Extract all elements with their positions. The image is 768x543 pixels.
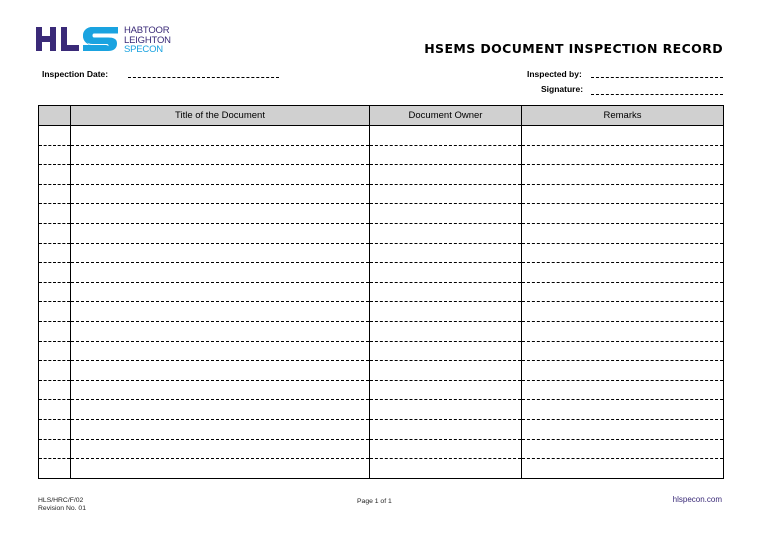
signature-label: Signature:: [541, 84, 584, 94]
owner-cell[interactable]: [370, 223, 522, 243]
website-text: hlspecon.com: [672, 495, 722, 504]
title-cell[interactable]: [71, 184, 370, 204]
owner-cell[interactable]: [370, 263, 522, 283]
remarks-cell[interactable]: [522, 263, 724, 283]
remarks-cell[interactable]: [522, 126, 724, 146]
number-cell[interactable]: [39, 263, 71, 283]
table-row: [39, 223, 724, 243]
page-number: Page 1 of 1: [357, 498, 392, 505]
table-row: [39, 321, 724, 341]
number-cell[interactable]: [39, 419, 71, 439]
inspected-by-field[interactable]: [591, 77, 723, 78]
title-cell[interactable]: [71, 459, 370, 479]
remarks-cell[interactable]: [522, 165, 724, 185]
title-cell[interactable]: [71, 400, 370, 420]
footer-form-info: [38, 497, 86, 513]
title-cell[interactable]: [71, 204, 370, 224]
number-cell[interactable]: [39, 341, 71, 361]
remarks-cell[interactable]: [522, 361, 724, 381]
logo-line-3: SPECON: [124, 44, 163, 55]
table-row: [39, 263, 724, 283]
remarks-cell[interactable]: [522, 204, 724, 224]
logo-line-1: HABTOOR: [124, 25, 170, 36]
table-row: [39, 282, 724, 302]
owner-cell[interactable]: [370, 419, 522, 439]
number-cell[interactable]: [39, 165, 71, 185]
table-row: [39, 204, 724, 224]
remarks-cell[interactable]: [522, 282, 724, 302]
number-cell[interactable]: [39, 302, 71, 322]
remarks-cell[interactable]: [522, 223, 724, 243]
number-cell[interactable]: [39, 243, 71, 263]
remarks-cell[interactable]: [522, 341, 724, 361]
number-cell[interactable]: [39, 321, 71, 341]
owner-cell[interactable]: [370, 459, 522, 479]
owner-cell[interactable]: [370, 165, 522, 185]
table-row: [39, 243, 724, 263]
title-cell[interactable]: [71, 165, 370, 185]
number-cell[interactable]: [39, 380, 71, 400]
document-title: HSEMS DOCUMENT INSPECTION RECORD: [424, 41, 723, 56]
title-cell[interactable]: [71, 341, 370, 361]
title-cell[interactable]: [71, 380, 370, 400]
owner-cell[interactable]: [370, 126, 522, 146]
form-code: HLS/HRC/F/02: [38, 497, 84, 504]
owner-cell[interactable]: [370, 145, 522, 165]
remarks-cell[interactable]: [522, 321, 724, 341]
owner-cell[interactable]: [370, 341, 522, 361]
remarks-cell[interactable]: [522, 400, 724, 420]
owner-cell[interactable]: [370, 321, 522, 341]
title-cell[interactable]: [71, 263, 370, 283]
title-cell[interactable]: [71, 282, 370, 302]
inspected-by-label: Inspected by:: [527, 69, 582, 79]
inspection-date-label: Inspection Date:: [42, 69, 109, 79]
table-row: [39, 126, 724, 146]
column-header-title: Title of the Document: [71, 106, 370, 126]
column-header-remarks: Remarks: [522, 106, 724, 126]
title-cell[interactable]: [71, 126, 370, 146]
remarks-cell[interactable]: [522, 243, 724, 263]
number-cell[interactable]: [39, 223, 71, 243]
table-row: [39, 165, 724, 185]
remarks-cell[interactable]: [522, 380, 724, 400]
number-cell[interactable]: [39, 184, 71, 204]
table-row: [39, 361, 724, 381]
number-cell[interactable]: [39, 400, 71, 420]
table-body: [39, 126, 724, 479]
owner-cell[interactable]: [370, 361, 522, 381]
title-cell[interactable]: [71, 243, 370, 263]
table-row: [39, 145, 724, 165]
number-cell[interactable]: [39, 126, 71, 146]
table-row: [39, 400, 724, 420]
remarks-cell[interactable]: [522, 459, 724, 479]
owner-cell[interactable]: [370, 184, 522, 204]
table-row: [39, 459, 724, 479]
column-header-owner: Document Owner: [370, 106, 522, 126]
logo-line-2: LEIGHTON: [124, 34, 171, 46]
owner-cell[interactable]: [370, 439, 522, 459]
title-cell[interactable]: [71, 302, 370, 322]
number-cell[interactable]: [39, 439, 71, 459]
owner-cell[interactable]: [370, 302, 522, 322]
title-cell[interactable]: [71, 361, 370, 381]
hls-logo-icon: [36, 26, 120, 52]
logo-wordmark: [124, 26, 171, 55]
company-logo: [36, 26, 171, 55]
inspection-table: [38, 105, 724, 479]
title-cell[interactable]: [71, 145, 370, 165]
remarks-cell[interactable]: [522, 145, 724, 165]
signature-field[interactable]: [591, 94, 723, 95]
remarks-cell[interactable]: [522, 439, 724, 459]
owner-cell[interactable]: [370, 380, 522, 400]
owner-cell[interactable]: [370, 400, 522, 420]
owner-cell[interactable]: [370, 243, 522, 263]
table-row: [39, 184, 724, 204]
number-cell[interactable]: [39, 361, 71, 381]
column-header-number: [39, 106, 71, 126]
owner-cell[interactable]: [370, 282, 522, 302]
table-row: [39, 380, 724, 400]
number-cell[interactable]: [39, 459, 71, 479]
revision-number: Revision No. 01: [38, 505, 86, 512]
remarks-cell[interactable]: [522, 419, 724, 439]
title-cell[interactable]: [71, 419, 370, 439]
table-header-row: [39, 106, 724, 126]
title-cell[interactable]: [71, 321, 370, 341]
remarks-cell[interactable]: [522, 302, 724, 322]
owner-cell[interactable]: [370, 204, 522, 224]
hls-logo-mark: [36, 26, 120, 52]
table-row: [39, 341, 724, 361]
title-cell[interactable]: [71, 223, 370, 243]
table-row: [39, 419, 724, 439]
number-cell[interactable]: [39, 145, 71, 165]
number-cell[interactable]: [39, 204, 71, 224]
remarks-cell[interactable]: [522, 184, 724, 204]
table-row: [39, 439, 724, 459]
table-row: [39, 302, 724, 322]
number-cell[interactable]: [39, 282, 71, 302]
inspection-date-field[interactable]: [128, 77, 279, 78]
title-cell[interactable]: [71, 439, 370, 459]
